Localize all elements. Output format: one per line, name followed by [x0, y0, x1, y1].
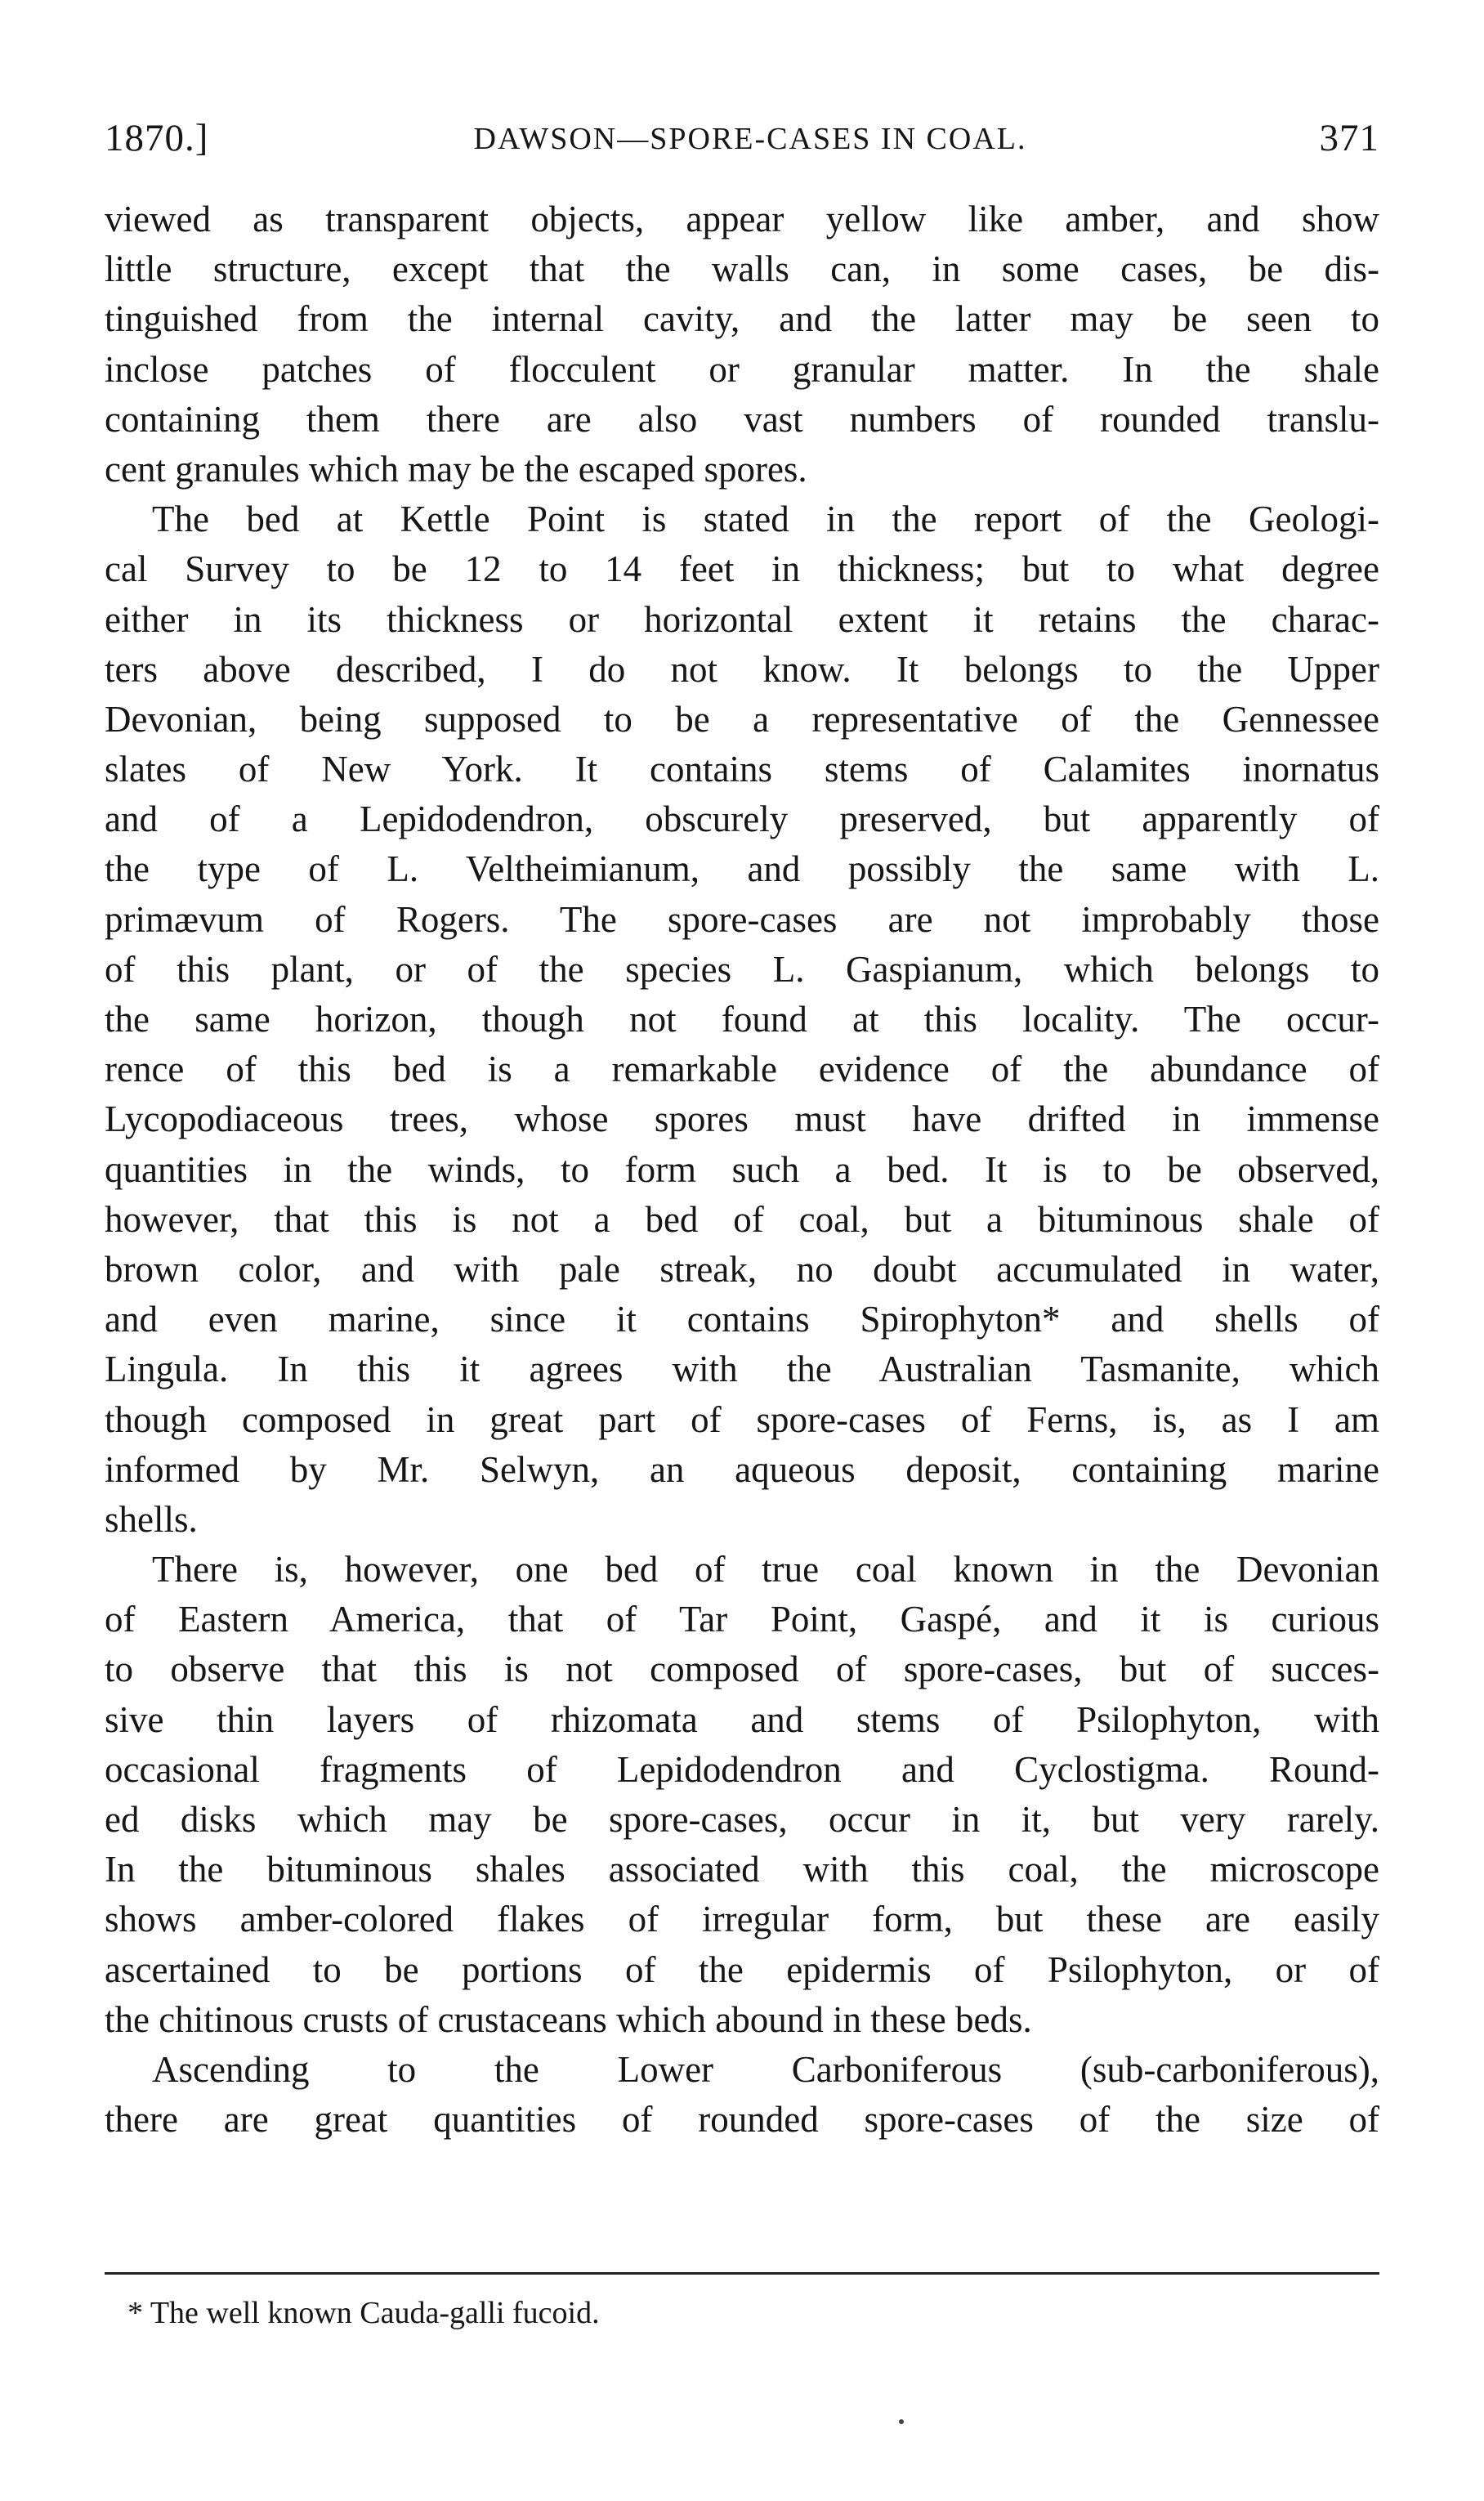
text-line: of this plant, or of the species L. Gaspianum, which belongs to: [105, 948, 1379, 990]
footnote-divider: [105, 2272, 1379, 2275]
header-year: 1870.]: [105, 117, 209, 159]
text-line: slates of New York. It contains stems of Calamites inornatus: [105, 749, 1379, 790]
text-line: the same horizon, though not found at this locality. The occur-: [105, 999, 1379, 1040]
text-line: to observe that this is not composed of spore-cases, but of succes-: [105, 1649, 1379, 1690]
text-line: tinguished from the internal cavity, and the latter may be seen to: [105, 298, 1379, 340]
text-line: primævum of Rogers. The spore-cases are not improbably those: [105, 898, 1379, 940]
text-line: sive thin layers of rhizomata and stems of Psilophyton, with: [105, 1698, 1379, 1740]
text-line: Lycopodiaceous trees, whose spores must have drifted in immense: [105, 1098, 1379, 1140]
text-line: viewed as transparent objects, appear yellow like amber, and show: [105, 199, 1379, 239]
text-line: ters above described, I do not know. It belongs to the Upper: [105, 648, 1379, 690]
body-text: [105, 195, 1379, 2145]
text-line: little structure, except that the walls can, in some cases, be dis-: [105, 248, 1379, 290]
text-line: though composed in great part of spore-cases of Ferns, is, as I am: [105, 1398, 1379, 1440]
text-line: of Eastern America, that of Tar Point, Gaspé, and it is curious: [105, 1599, 1379, 1640]
text-line: and of a Lepidodendron, obscurely preserved, but apparently of: [105, 799, 1379, 840]
text-line: Lingula. In this it agrees with the Australian Tasmanite, which: [105, 1349, 1379, 1390]
text-line: occasional fragments of Lepidodendron and Cyclostigma. Round-: [105, 1748, 1379, 1790]
text-line: There is, however, one bed of true coal known in the Devonian: [152, 1549, 1379, 1591]
text-line: quantities in the winds, to form such a bed. It is to be observed,: [105, 1148, 1379, 1190]
text-line: however, that this is not a bed of coal, but a bituminous shale of: [105, 1198, 1379, 1240]
page-number: 371: [1319, 117, 1379, 159]
text-line: the chitinous crusts of crustaceans which abound in these beds.: [105, 1998, 1032, 2040]
page-mark: [899, 2419, 904, 2424]
text-line: shells.: [105, 1498, 198, 1540]
text-line: either in its thickness or horizontal extent it retains the charac-: [105, 598, 1379, 640]
text-line: cent granules which may be the escaped spores.: [105, 448, 807, 490]
text-line: the type of L. Veltheimianum, and possibly the same with L.: [105, 848, 1379, 890]
text-line: brown color, and with pale streak, no doubt accumulated in water,: [105, 1248, 1379, 1290]
text-line: The bed at Kettle Point is stated in the report of the Geologi-: [152, 499, 1379, 540]
text-line: containing them there are also vast numbers of rounded translu-: [105, 398, 1379, 440]
text-line: cal Survey to be 12 to 14 feet in thickness; but to what degree: [105, 548, 1379, 590]
footnote: * The well known Cauda-galli fucoid.: [127, 2296, 600, 2330]
text-line: shows amber-colored flakes of irregular form, but these are easily: [105, 1899, 1379, 1940]
text-line: ascertained to be portions of the epidermis of Psilophyton, or of: [105, 1948, 1379, 1990]
text-line: ed disks which may be spore-cases, occur in it, but very rarely.: [105, 1799, 1379, 1840]
text-line: and even marine, since it contains Spirophyton* and shells of: [105, 1299, 1379, 1340]
text-line: In the bituminous shales associated with this coal, the microscope: [105, 1849, 1379, 1890]
text-line: rence of this bed is a remarkable evidence of the abundance of: [105, 1049, 1379, 1090]
text-line: there are great quantities of rounded spore-cases of the size of: [105, 2099, 1379, 2141]
running-title: DAWSON—SPORE-CASES IN COAL.: [473, 122, 1027, 156]
page-header: [105, 116, 1379, 173]
text-line: inclose patches of flocculent or granular matter. In the shale: [105, 348, 1379, 390]
text-line: Ascending to the Lower Carboniferous (sub-carboniferous),: [152, 2048, 1379, 2090]
text-line: informed by Mr. Selwyn, an aqueous deposit, containing marine: [105, 1448, 1379, 1490]
text-line: Devonian, being supposed to be a representative of the Gennessee: [105, 698, 1379, 740]
